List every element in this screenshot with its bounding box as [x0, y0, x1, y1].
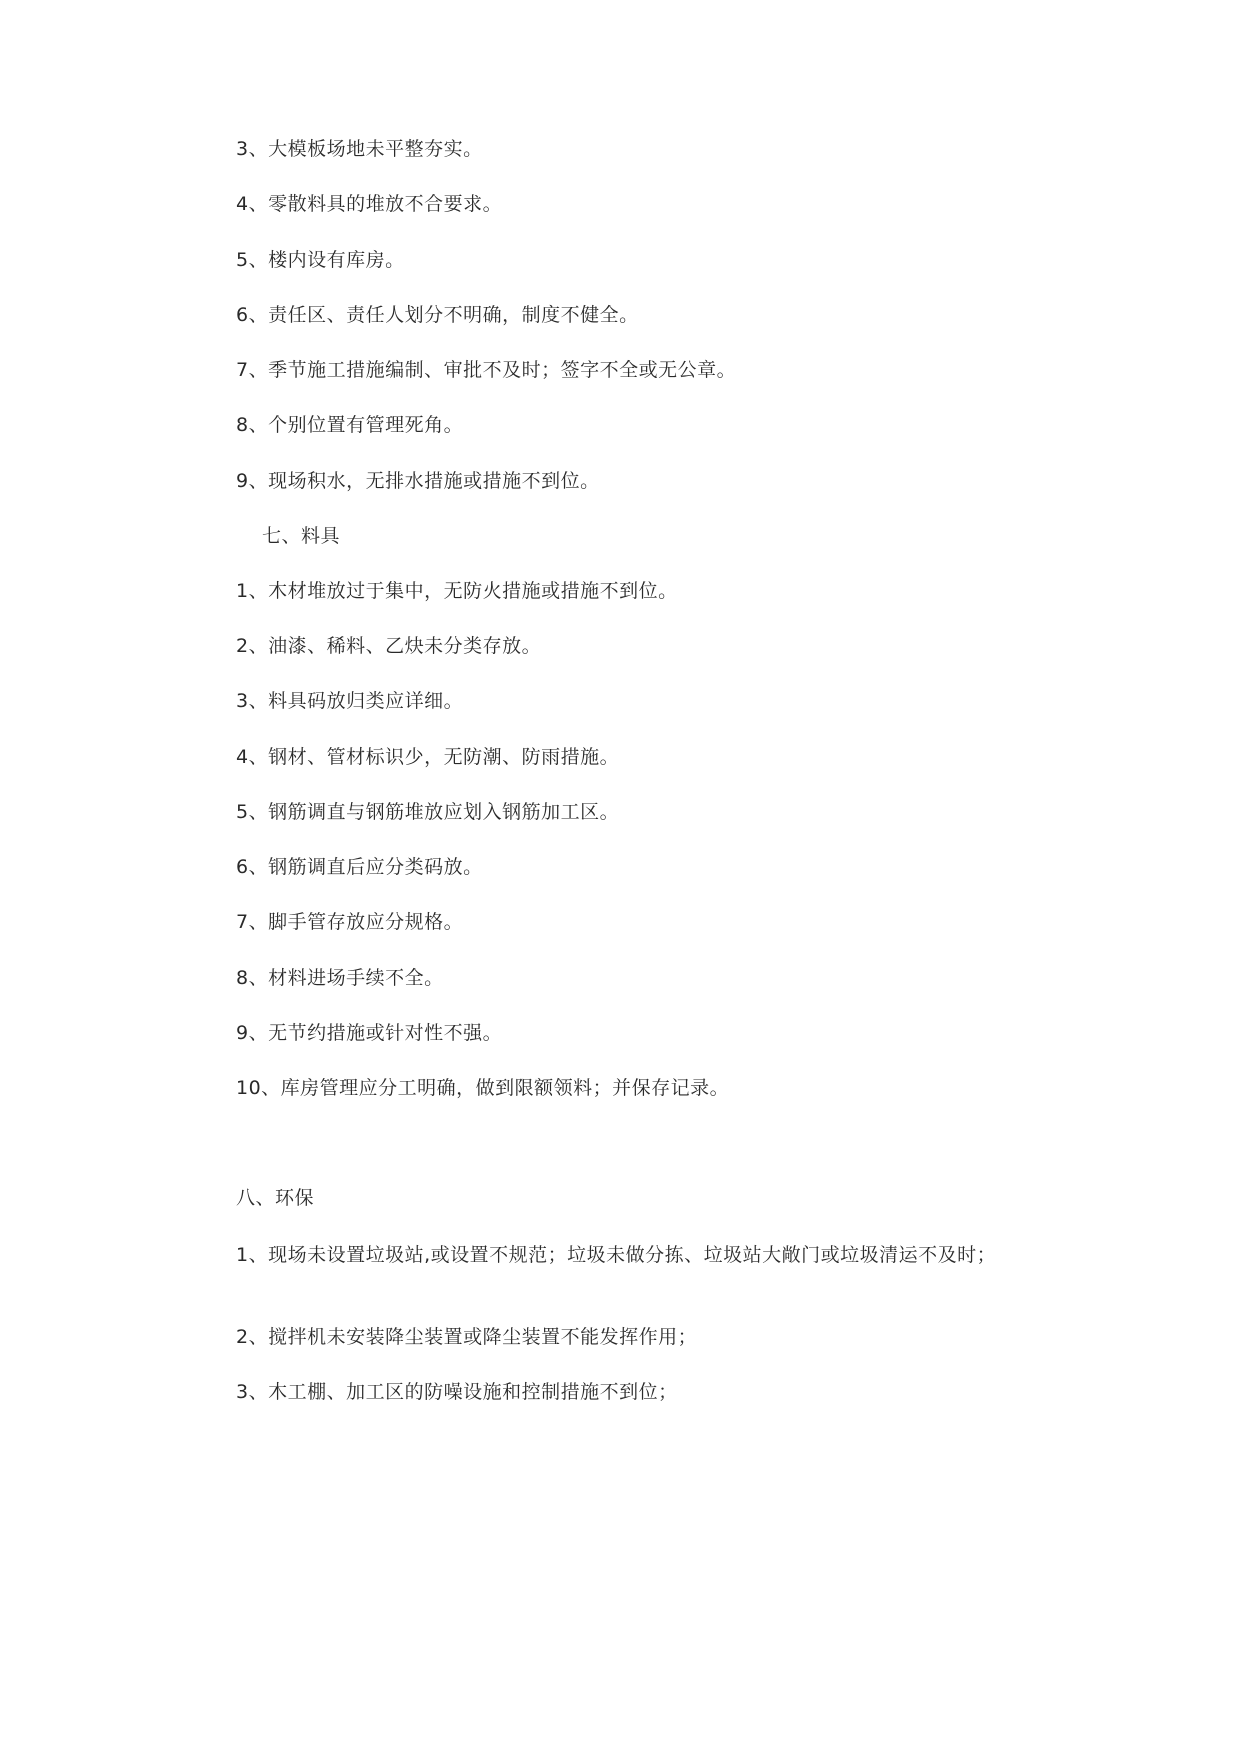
list-item: 5、钢筋调直与钢筋堆放应划入钢筋加工区。 — [236, 801, 620, 823]
section-heading: 八、环保 — [236, 1187, 315, 1209]
list-item: 4、钢材、管材标识少，无防潮、防雨措施。 — [236, 746, 620, 768]
list-item: 2、搅拌机未安装降尘装置或降尘装置不能发挥作用； — [236, 1326, 698, 1348]
list-item: 3、木工棚、加工区的防噪设施和控制措施不到位； — [236, 1381, 678, 1403]
list-item: 8、个别位置有管理死角。 — [236, 414, 464, 436]
list-item: 3、料具码放归类应详细。 — [236, 690, 464, 712]
list-item: 3、大模板场地未平整夯实。 — [236, 138, 483, 160]
list-item: 10、库房管理应分工明确，做到限额领料；并保存记录。 — [236, 1077, 730, 1099]
list-item: 9、现场积水，无排水措施或措施不到位。 — [236, 470, 600, 492]
list-item: 2、油漆、稀料、乙炔未分类存放。 — [236, 635, 542, 657]
list-item: 4、零散料具的堆放不合要求。 — [236, 193, 503, 215]
list-item: 6、责任区、责任人划分不明确，制度不健全。 — [236, 304, 639, 326]
list-item: 5、楼内设有库房。 — [236, 249, 405, 271]
list-item: 6、钢筋调直后应分类码放。 — [236, 856, 483, 878]
list-item: 8、材料进场手续不全。 — [236, 967, 444, 989]
list-item: 9、无节约措施或针对性不强。 — [236, 1022, 503, 1044]
list-item: 7、季节施工措施编制、审批不及时；签字不全或无公章。 — [236, 359, 737, 381]
section-heading: 七、料具 — [262, 525, 341, 547]
list-item: 1、木材堆放过于集中，无防火措施或措施不到位。 — [236, 580, 678, 602]
list-item: 7、脚手管存放应分规格。 — [236, 911, 464, 933]
list-item: 1、现场未设置垃圾站,或设置不规范；垃圾未做分拣、垃圾站大敞门或垃圾清运不及时； — [236, 1244, 997, 1266]
